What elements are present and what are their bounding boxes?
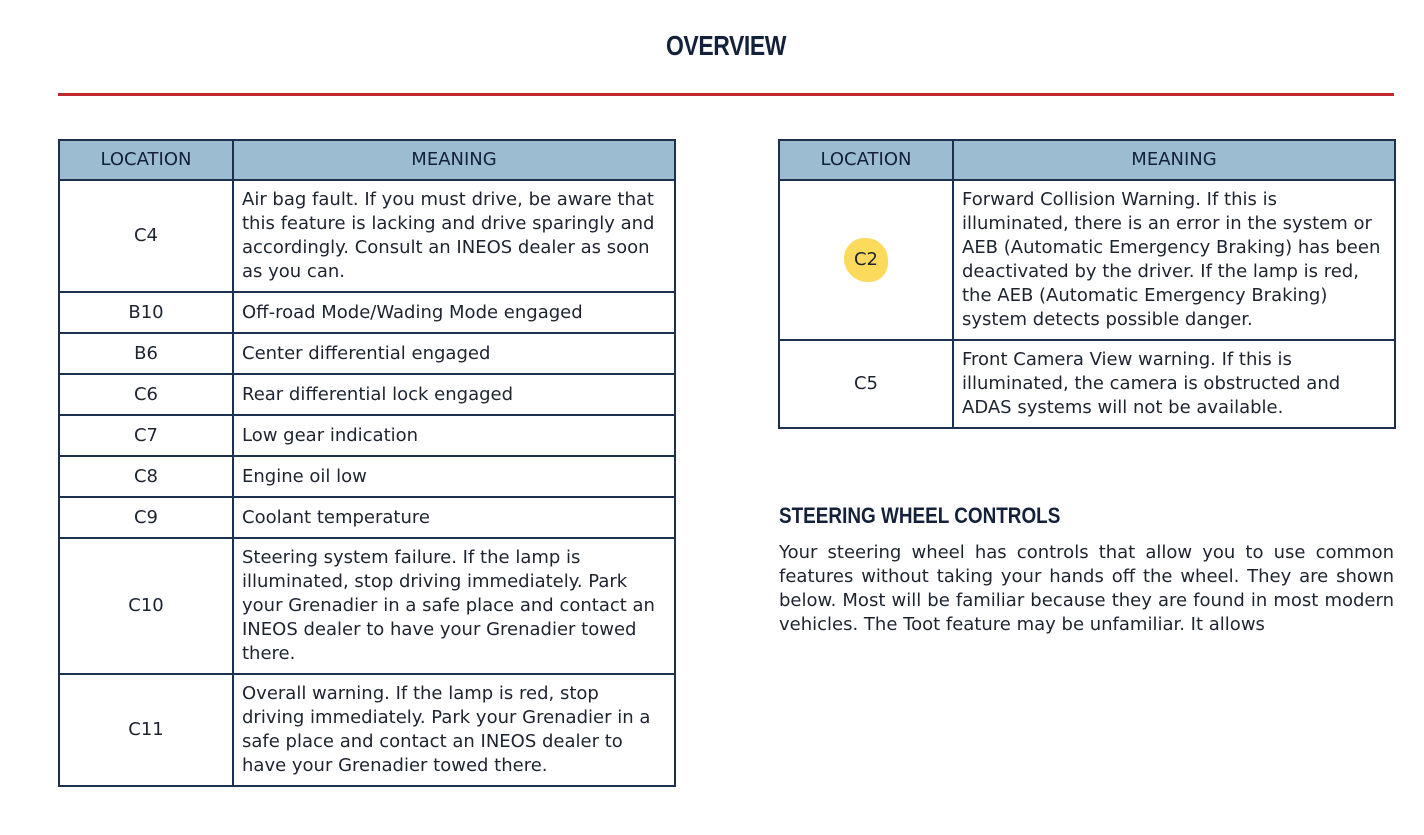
column-header-meaning: MEANING (953, 140, 1395, 180)
meaning-cell: Forward Collision Warning. If this is illuminated, there is an error in the system or AEB (Automatic Emergency Braking) has been deactivated by the driver. If the lamp is red, the AEB (Automatic Emergency Braking) system detects possible danger. (953, 180, 1395, 340)
meaning-cell: Off-road Mode/Wading Mode engaged (233, 292, 675, 333)
column-header-location: LOCATION (59, 140, 233, 180)
location-cell: B10 (59, 292, 233, 333)
table-row (59, 374, 675, 415)
warning-lamp-table-right (778, 139, 1396, 429)
meaning-cell: Engine oil low (233, 456, 675, 497)
table-row (59, 415, 675, 456)
highlighted-location-label: C2 (853, 249, 879, 270)
table-row (59, 538, 675, 674)
section-body-steering-wheel-controls: Your steering wheel has controls that allow you to use common features without taking your hands off the wheel. They are shown below. Most will be familiar because they are found in most modern vehicles. The Toot feature may be unfamiliar. It allows (779, 542, 1394, 635)
title-rule (58, 93, 1394, 96)
location-cell: C8 (59, 456, 233, 497)
table-row (779, 180, 1395, 340)
location-cell-highlighted (779, 180, 953, 340)
table-header-row (779, 140, 1395, 180)
meaning-cell: Overall warning. If the lamp is red, stop driving immediately. Park your Grenadier in a safe place and contact an INEOS dealer to have your Grenadier towed there. (233, 674, 675, 786)
location-cell: C10 (59, 538, 233, 674)
location-cell: C4 (59, 180, 233, 292)
location-cell: C9 (59, 497, 233, 538)
section-heading-steering-wheel-controls: STEERING WHEEL CONTROLS (779, 503, 1061, 528)
column-header-meaning: MEANING (233, 140, 675, 180)
meaning-cell: Air bag fault. If you must drive, be aware that this feature is lacking and drive sparingly and accordingly. Consult an INEOS dealer as soon as you can. (233, 180, 675, 292)
location-cell: C6 (59, 374, 233, 415)
table-row (59, 674, 675, 786)
warning-lamp-table-left (58, 139, 676, 787)
table-row (779, 340, 1395, 428)
meaning-cell: Front Camera View warning. If this is illuminated, the camera is obstructed and ADAS systems will not be available. (953, 340, 1395, 428)
meaning-cell: Center differential engaged (233, 333, 675, 374)
meaning-cell: Rear differential lock engaged (233, 374, 675, 415)
table-row (59, 456, 675, 497)
meaning-cell: Steering system failure. If the lamp is illuminated, stop driving immediately. Park your Grenadier in a safe place and contact an INEOS dealer to have your Grenadier towed there. (233, 538, 675, 674)
meaning-cell: Coolant temperature (233, 497, 675, 538)
table-row (59, 292, 675, 333)
location-cell: C7 (59, 415, 233, 456)
table-row (59, 180, 675, 292)
page-title: OVERVIEW (665, 30, 787, 61)
location-cell: C5 (779, 340, 953, 428)
table-header-row (59, 140, 675, 180)
location-cell: C11 (59, 674, 233, 786)
column-header-location: LOCATION (779, 140, 953, 180)
table-row (59, 497, 675, 538)
table-row (59, 333, 675, 374)
meaning-cell: Low gear indication (233, 415, 675, 456)
location-cell: B6 (59, 333, 233, 374)
